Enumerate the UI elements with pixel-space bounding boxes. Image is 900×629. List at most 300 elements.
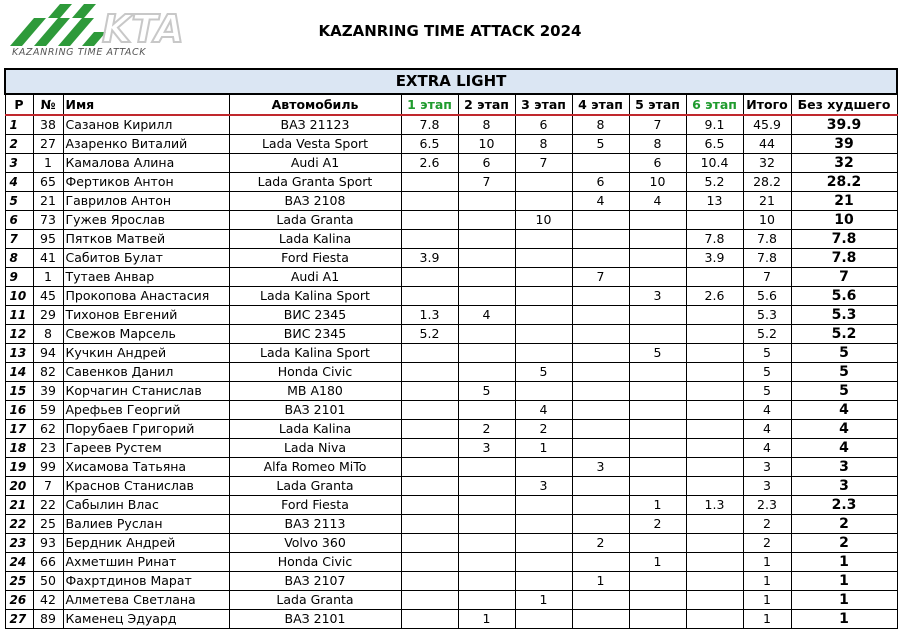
car-model-cell: Ford Fiesta bbox=[229, 496, 401, 515]
stage-6-cell bbox=[686, 382, 743, 401]
stage-5-cell bbox=[629, 401, 686, 420]
position-cell: 13 bbox=[5, 344, 33, 363]
stage-2-cell: 4 bbox=[458, 306, 515, 325]
stage-1-cell bbox=[401, 553, 458, 572]
total-cell: 4 bbox=[743, 439, 791, 458]
position-cell: 9 bbox=[5, 268, 33, 287]
stage-2-cell bbox=[458, 268, 515, 287]
driver-name-cell: Гужев Ярослав bbox=[63, 211, 229, 230]
stage-4-cell bbox=[572, 249, 629, 268]
total-cell: 5 bbox=[743, 382, 791, 401]
table-row bbox=[5, 420, 897, 439]
driver-name-cell: Камалова Алина bbox=[63, 154, 229, 173]
total-cell: 21 bbox=[743, 192, 791, 211]
stage-2-cell bbox=[458, 458, 515, 477]
stage-5-cell: 7 bbox=[629, 115, 686, 135]
driver-name-cell: Азаренко Виталий bbox=[63, 135, 229, 154]
total-cell: 2 bbox=[743, 534, 791, 553]
car-model-cell: Lada Granta bbox=[229, 591, 401, 610]
table-row bbox=[5, 306, 897, 325]
stage-3-cell bbox=[515, 268, 572, 287]
best-cell: 3 bbox=[791, 458, 897, 477]
driver-name-cell: Корчагин Станислав bbox=[63, 382, 229, 401]
car-model-cell: ВИС 2345 bbox=[229, 325, 401, 344]
car-number-cell: 65 bbox=[33, 173, 63, 192]
stage-6-cell bbox=[686, 420, 743, 439]
table-row bbox=[5, 363, 897, 382]
car-number-cell: 7 bbox=[33, 477, 63, 496]
table-row bbox=[5, 344, 897, 363]
car-model-cell: Lada Granta bbox=[229, 477, 401, 496]
stage-6-cell: 2.6 bbox=[686, 287, 743, 306]
table-row bbox=[5, 173, 897, 192]
stage-2-cell bbox=[458, 572, 515, 591]
stage-4-cell bbox=[572, 515, 629, 534]
best-cell: 7.8 bbox=[791, 230, 897, 249]
stage-3-cell: 8 bbox=[515, 135, 572, 154]
car-number-cell: 66 bbox=[33, 553, 63, 572]
position-cell: 6 bbox=[5, 211, 33, 230]
car-number-cell: 93 bbox=[33, 534, 63, 553]
stage-1-cell: 7.8 bbox=[401, 115, 458, 135]
table-row bbox=[5, 458, 897, 477]
total-cell: 45.9 bbox=[743, 115, 791, 135]
position-cell: 5 bbox=[5, 192, 33, 211]
stage-2-cell bbox=[458, 230, 515, 249]
best-cell: 1 bbox=[791, 572, 897, 591]
driver-name-cell: Пятков Матвей bbox=[63, 230, 229, 249]
stage-5-cell bbox=[629, 382, 686, 401]
stage-3-cell: 7 bbox=[515, 154, 572, 173]
stage-1-cell: 2.6 bbox=[401, 154, 458, 173]
total-cell: 7.8 bbox=[743, 230, 791, 249]
stage-4-cell bbox=[572, 553, 629, 572]
best-cell: 3 bbox=[791, 477, 897, 496]
car-number-cell: 45 bbox=[33, 287, 63, 306]
stage-2-cell bbox=[458, 401, 515, 420]
table-row bbox=[5, 382, 897, 401]
total-cell: 5.3 bbox=[743, 306, 791, 325]
stage-4-cell bbox=[572, 610, 629, 629]
stage-6-cell bbox=[686, 211, 743, 230]
driver-name-cell: Тихонов Евгений bbox=[63, 306, 229, 325]
car-number-cell: 27 bbox=[33, 135, 63, 154]
stage-2-cell bbox=[458, 553, 515, 572]
stage-5-cell: 3 bbox=[629, 287, 686, 306]
driver-name-cell: Фахртдинов Марат bbox=[63, 572, 229, 591]
stage-4-cell bbox=[572, 439, 629, 458]
car-model-cell: Lada Granta Sport bbox=[229, 173, 401, 192]
car-model-cell: Lada Niva bbox=[229, 439, 401, 458]
car-number-cell: 94 bbox=[33, 344, 63, 363]
stage-5-cell bbox=[629, 458, 686, 477]
table-row bbox=[5, 553, 897, 572]
stage-4-cell bbox=[572, 154, 629, 173]
best-cell: 5.2 bbox=[791, 325, 897, 344]
total-cell: 1 bbox=[743, 591, 791, 610]
table-row bbox=[5, 477, 897, 496]
stage-3-cell: 1 bbox=[515, 591, 572, 610]
stage-1-cell: 5.2 bbox=[401, 325, 458, 344]
total-cell: 10 bbox=[743, 211, 791, 230]
position-cell: 17 bbox=[5, 420, 33, 439]
stage-2-cell bbox=[458, 287, 515, 306]
table-row bbox=[5, 249, 897, 268]
logo-letters: KTA bbox=[102, 7, 184, 51]
stage-2-cell bbox=[458, 344, 515, 363]
driver-name-cell: Прокопова Анастасия bbox=[63, 287, 229, 306]
driver-name-cell: Валиев Руслан bbox=[63, 515, 229, 534]
table-row bbox=[5, 439, 897, 458]
page-title: KAZANRING TIME ATTACK 2024 bbox=[318, 22, 582, 40]
stage-6-cell: 3.9 bbox=[686, 249, 743, 268]
total-cell: 7 bbox=[743, 268, 791, 287]
table-row bbox=[5, 534, 897, 553]
position-cell: 4 bbox=[5, 173, 33, 192]
car-number-cell: 42 bbox=[33, 591, 63, 610]
stage-3-cell bbox=[515, 610, 572, 629]
stage-4-cell: 8 bbox=[572, 115, 629, 135]
col-stage-5: 5 этап bbox=[629, 94, 686, 115]
position-cell: 7 bbox=[5, 230, 33, 249]
stage-5-cell bbox=[629, 268, 686, 287]
stage-2-cell: 2 bbox=[458, 420, 515, 439]
car-number-cell: 73 bbox=[33, 211, 63, 230]
driver-name-cell: Свежов Марсель bbox=[63, 325, 229, 344]
stage-4-cell bbox=[572, 477, 629, 496]
stage-5-cell: 1 bbox=[629, 553, 686, 572]
position-cell: 12 bbox=[5, 325, 33, 344]
results-table bbox=[4, 68, 898, 629]
total-cell: 32 bbox=[743, 154, 791, 173]
col-stage-1: 1 этап bbox=[401, 94, 458, 115]
best-cell: 4 bbox=[791, 420, 897, 439]
driver-name-cell: Сазанов Кирилл bbox=[63, 115, 229, 135]
stage-4-cell bbox=[572, 287, 629, 306]
stage-1-cell: 1.3 bbox=[401, 306, 458, 325]
stage-1-cell bbox=[401, 287, 458, 306]
position-cell: 16 bbox=[5, 401, 33, 420]
stage-4-cell bbox=[572, 306, 629, 325]
car-number-cell: 50 bbox=[33, 572, 63, 591]
stage-2-cell bbox=[458, 477, 515, 496]
car-model-cell: MB A180 bbox=[229, 382, 401, 401]
car-number-cell: 1 bbox=[33, 268, 63, 287]
stage-4-cell: 6 bbox=[572, 173, 629, 192]
stage-4-cell bbox=[572, 382, 629, 401]
stage-5-cell: 1 bbox=[629, 496, 686, 515]
best-cell: 39 bbox=[791, 135, 897, 154]
stage-3-cell bbox=[515, 496, 572, 515]
stage-1-cell bbox=[401, 211, 458, 230]
stage-5-cell: 10 bbox=[629, 173, 686, 192]
best-cell: 39.9 bbox=[791, 115, 897, 135]
table-row bbox=[5, 496, 897, 515]
stage-4-cell: 4 bbox=[572, 192, 629, 211]
stage-5-cell bbox=[629, 230, 686, 249]
total-cell: 5 bbox=[743, 363, 791, 382]
car-model-cell: Honda Civic bbox=[229, 553, 401, 572]
stage-5-cell bbox=[629, 591, 686, 610]
stage-6-cell bbox=[686, 439, 743, 458]
column-headers bbox=[5, 94, 897, 115]
stage-6-cell bbox=[686, 325, 743, 344]
stage-6-cell: 6.5 bbox=[686, 135, 743, 154]
table-row bbox=[5, 268, 897, 287]
results-table-wrapper bbox=[4, 68, 896, 629]
stage-6-cell bbox=[686, 534, 743, 553]
stage-1-cell bbox=[401, 420, 458, 439]
stage-3-cell: 10 bbox=[515, 211, 572, 230]
stage-5-cell bbox=[629, 610, 686, 629]
stage-6-cell bbox=[686, 268, 743, 287]
position-cell: 25 bbox=[5, 572, 33, 591]
driver-name-cell: Кучкин Андрей bbox=[63, 344, 229, 363]
total-cell: 44 bbox=[743, 135, 791, 154]
stage-3-cell: 5 bbox=[515, 363, 572, 382]
best-cell: 5 bbox=[791, 344, 897, 363]
car-number-cell: 22 bbox=[33, 496, 63, 515]
car-model-cell: Ford Fiesta bbox=[229, 249, 401, 268]
best-cell: 5.3 bbox=[791, 306, 897, 325]
best-cell: 2.3 bbox=[791, 496, 897, 515]
stage-2-cell: 6 bbox=[458, 154, 515, 173]
position-cell: 15 bbox=[5, 382, 33, 401]
stage-3-cell: 1 bbox=[515, 439, 572, 458]
table-row bbox=[5, 401, 897, 420]
stage-5-cell: 6 bbox=[629, 154, 686, 173]
stage-6-cell bbox=[686, 363, 743, 382]
stage-2-cell: 10 bbox=[458, 135, 515, 154]
driver-name-cell: Гаврилов Антон bbox=[63, 192, 229, 211]
stage-2-cell bbox=[458, 591, 515, 610]
stage-5-cell bbox=[629, 211, 686, 230]
car-number-cell: 29 bbox=[33, 306, 63, 325]
car-model-cell: Lada Vesta Sport bbox=[229, 135, 401, 154]
logo-subtitle: KAZANRING TIME ATTACK bbox=[12, 47, 147, 58]
stage-4-cell: 1 bbox=[572, 572, 629, 591]
stage-6-cell: 13 bbox=[686, 192, 743, 211]
stage-2-cell: 5 bbox=[458, 382, 515, 401]
car-number-cell: 25 bbox=[33, 515, 63, 534]
stage-2-cell: 8 bbox=[458, 115, 515, 135]
stage-3-cell: 6 bbox=[515, 115, 572, 135]
best-cell: 5 bbox=[791, 363, 897, 382]
stage-3-cell: 2 bbox=[515, 420, 572, 439]
car-model-cell: Alfa Romeo MiTo bbox=[229, 458, 401, 477]
car-number-cell: 99 bbox=[33, 458, 63, 477]
driver-name-cell: Арефьев Георгий bbox=[63, 401, 229, 420]
stage-5-cell bbox=[629, 439, 686, 458]
total-cell: 5.2 bbox=[743, 325, 791, 344]
total-cell: 1 bbox=[743, 553, 791, 572]
stage-3-cell bbox=[515, 249, 572, 268]
position-cell: 20 bbox=[5, 477, 33, 496]
best-cell: 5.6 bbox=[791, 287, 897, 306]
table-row bbox=[5, 192, 897, 211]
car-model-cell: Lada Granta bbox=[229, 211, 401, 230]
stage-1-cell bbox=[401, 192, 458, 211]
stage-4-cell: 2 bbox=[572, 534, 629, 553]
category-header: EXTRA LIGHT bbox=[5, 69, 897, 94]
position-cell: 10 bbox=[5, 287, 33, 306]
col-total: Итого bbox=[743, 94, 791, 115]
position-cell: 14 bbox=[5, 363, 33, 382]
table-row bbox=[5, 211, 897, 230]
driver-name-cell: Краснов Станислав bbox=[63, 477, 229, 496]
table-row bbox=[5, 115, 897, 135]
car-model-cell: ВАЗ 2107 bbox=[229, 572, 401, 591]
stage-1-cell bbox=[401, 173, 458, 192]
best-cell: 7.8 bbox=[791, 249, 897, 268]
stage-3-cell bbox=[515, 572, 572, 591]
car-model-cell: ВАЗ 2108 bbox=[229, 192, 401, 211]
best-cell: 21 bbox=[791, 192, 897, 211]
driver-name-cell: Порубаев Григорий bbox=[63, 420, 229, 439]
driver-name-cell: Сабылин Влас bbox=[63, 496, 229, 515]
stage-1-cell: 6.5 bbox=[401, 135, 458, 154]
driver-name-cell: Алметева Светлана bbox=[63, 591, 229, 610]
position-cell: 1 bbox=[5, 115, 33, 135]
position-cell: 3 bbox=[5, 154, 33, 173]
stage-4-cell bbox=[572, 230, 629, 249]
driver-name-cell: Фертиков Антон bbox=[63, 173, 229, 192]
stage-6-cell bbox=[686, 572, 743, 591]
stage-6-cell: 7.8 bbox=[686, 230, 743, 249]
stage-6-cell: 5.2 bbox=[686, 173, 743, 192]
col-stage-6: 6 этап bbox=[686, 94, 743, 115]
stage-2-cell bbox=[458, 496, 515, 515]
table-row bbox=[5, 135, 897, 154]
stage-1-cell bbox=[401, 458, 458, 477]
car-model-cell: Lada Kalina Sport bbox=[229, 344, 401, 363]
position-cell: 19 bbox=[5, 458, 33, 477]
car-number-cell: 95 bbox=[33, 230, 63, 249]
stage-5-cell bbox=[629, 249, 686, 268]
car-model-cell: ВАЗ 21123 bbox=[229, 115, 401, 135]
total-cell: 2.3 bbox=[743, 496, 791, 515]
stage-4-cell bbox=[572, 344, 629, 363]
stage-4-cell bbox=[572, 420, 629, 439]
stage-5-cell: 2 bbox=[629, 515, 686, 534]
stage-3-cell bbox=[515, 230, 572, 249]
car-model-cell: Lada Kalina bbox=[229, 420, 401, 439]
stage-1-cell bbox=[401, 268, 458, 287]
stage-6-cell: 1.3 bbox=[686, 496, 743, 515]
best-cell: 32 bbox=[791, 154, 897, 173]
stage-4-cell bbox=[572, 496, 629, 515]
stage-3-cell bbox=[515, 287, 572, 306]
stage-1-cell bbox=[401, 572, 458, 591]
car-number-cell: 82 bbox=[33, 363, 63, 382]
stage-1-cell bbox=[401, 477, 458, 496]
table-row bbox=[5, 154, 897, 173]
car-model-cell: ВАЗ 2101 bbox=[229, 610, 401, 629]
stage-3-cell: 4 bbox=[515, 401, 572, 420]
stage-3-cell bbox=[515, 553, 572, 572]
stage-3-cell bbox=[515, 534, 572, 553]
col-pos: Р bbox=[5, 94, 33, 115]
stage-5-cell: 5 bbox=[629, 344, 686, 363]
car-model-cell: ВИС 2345 bbox=[229, 306, 401, 325]
col-stage-4: 4 этап bbox=[572, 94, 629, 115]
best-cell: 5 bbox=[791, 382, 897, 401]
car-number-cell: 59 bbox=[33, 401, 63, 420]
stage-1-cell bbox=[401, 230, 458, 249]
best-cell: 2 bbox=[791, 534, 897, 553]
table-row bbox=[5, 610, 897, 629]
driver-name-cell: Гареев Рустем bbox=[63, 439, 229, 458]
car-number-cell: 21 bbox=[33, 192, 63, 211]
stage-3-cell bbox=[515, 173, 572, 192]
best-cell: 1 bbox=[791, 610, 897, 629]
driver-name-cell: Каменец Эдуард bbox=[63, 610, 229, 629]
col-stage-2: 2 этап bbox=[458, 94, 515, 115]
stage-6-cell bbox=[686, 401, 743, 420]
stage-4-cell bbox=[572, 325, 629, 344]
stage-2-cell: 1 bbox=[458, 610, 515, 629]
stage-5-cell bbox=[629, 572, 686, 591]
stage-6-cell: 10.4 bbox=[686, 154, 743, 173]
stage-1-cell: 3.9 bbox=[401, 249, 458, 268]
stage-1-cell bbox=[401, 534, 458, 553]
stage-4-cell bbox=[572, 363, 629, 382]
stage-6-cell bbox=[686, 610, 743, 629]
total-cell: 7.8 bbox=[743, 249, 791, 268]
position-cell: 18 bbox=[5, 439, 33, 458]
position-cell: 2 bbox=[5, 135, 33, 154]
total-cell: 3 bbox=[743, 458, 791, 477]
best-cell: 1 bbox=[791, 591, 897, 610]
driver-name-cell: Тутаев Анвар bbox=[63, 268, 229, 287]
results-body bbox=[5, 115, 897, 629]
table-row bbox=[5, 515, 897, 534]
driver-name-cell: Савенков Данил bbox=[63, 363, 229, 382]
best-cell: 7 bbox=[791, 268, 897, 287]
stage-3-cell bbox=[515, 306, 572, 325]
stage-5-cell bbox=[629, 306, 686, 325]
car-model-cell: Honda Civic bbox=[229, 363, 401, 382]
position-cell: 21 bbox=[5, 496, 33, 515]
stage-5-cell: 4 bbox=[629, 192, 686, 211]
car-number-cell: 38 bbox=[33, 115, 63, 135]
stage-4-cell: 7 bbox=[572, 268, 629, 287]
table-row bbox=[5, 230, 897, 249]
stage-5-cell bbox=[629, 420, 686, 439]
table-row bbox=[5, 287, 897, 306]
stage-1-cell bbox=[401, 591, 458, 610]
stage-2-cell bbox=[458, 211, 515, 230]
stage-2-cell bbox=[458, 325, 515, 344]
stage-1-cell bbox=[401, 401, 458, 420]
stage-5-cell bbox=[629, 363, 686, 382]
position-cell: 27 bbox=[5, 610, 33, 629]
total-cell: 5.6 bbox=[743, 287, 791, 306]
table-row bbox=[5, 572, 897, 591]
stage-1-cell bbox=[401, 439, 458, 458]
best-cell: 1 bbox=[791, 553, 897, 572]
total-cell: 1 bbox=[743, 572, 791, 591]
stage-2-cell: 3 bbox=[458, 439, 515, 458]
position-cell: 11 bbox=[5, 306, 33, 325]
stage-2-cell bbox=[458, 192, 515, 211]
stage-4-cell: 5 bbox=[572, 135, 629, 154]
stage-2-cell bbox=[458, 363, 515, 382]
car-number-cell: 62 bbox=[33, 420, 63, 439]
total-cell: 3 bbox=[743, 477, 791, 496]
stage-2-cell bbox=[458, 249, 515, 268]
car-model-cell: Lada Kalina bbox=[229, 230, 401, 249]
